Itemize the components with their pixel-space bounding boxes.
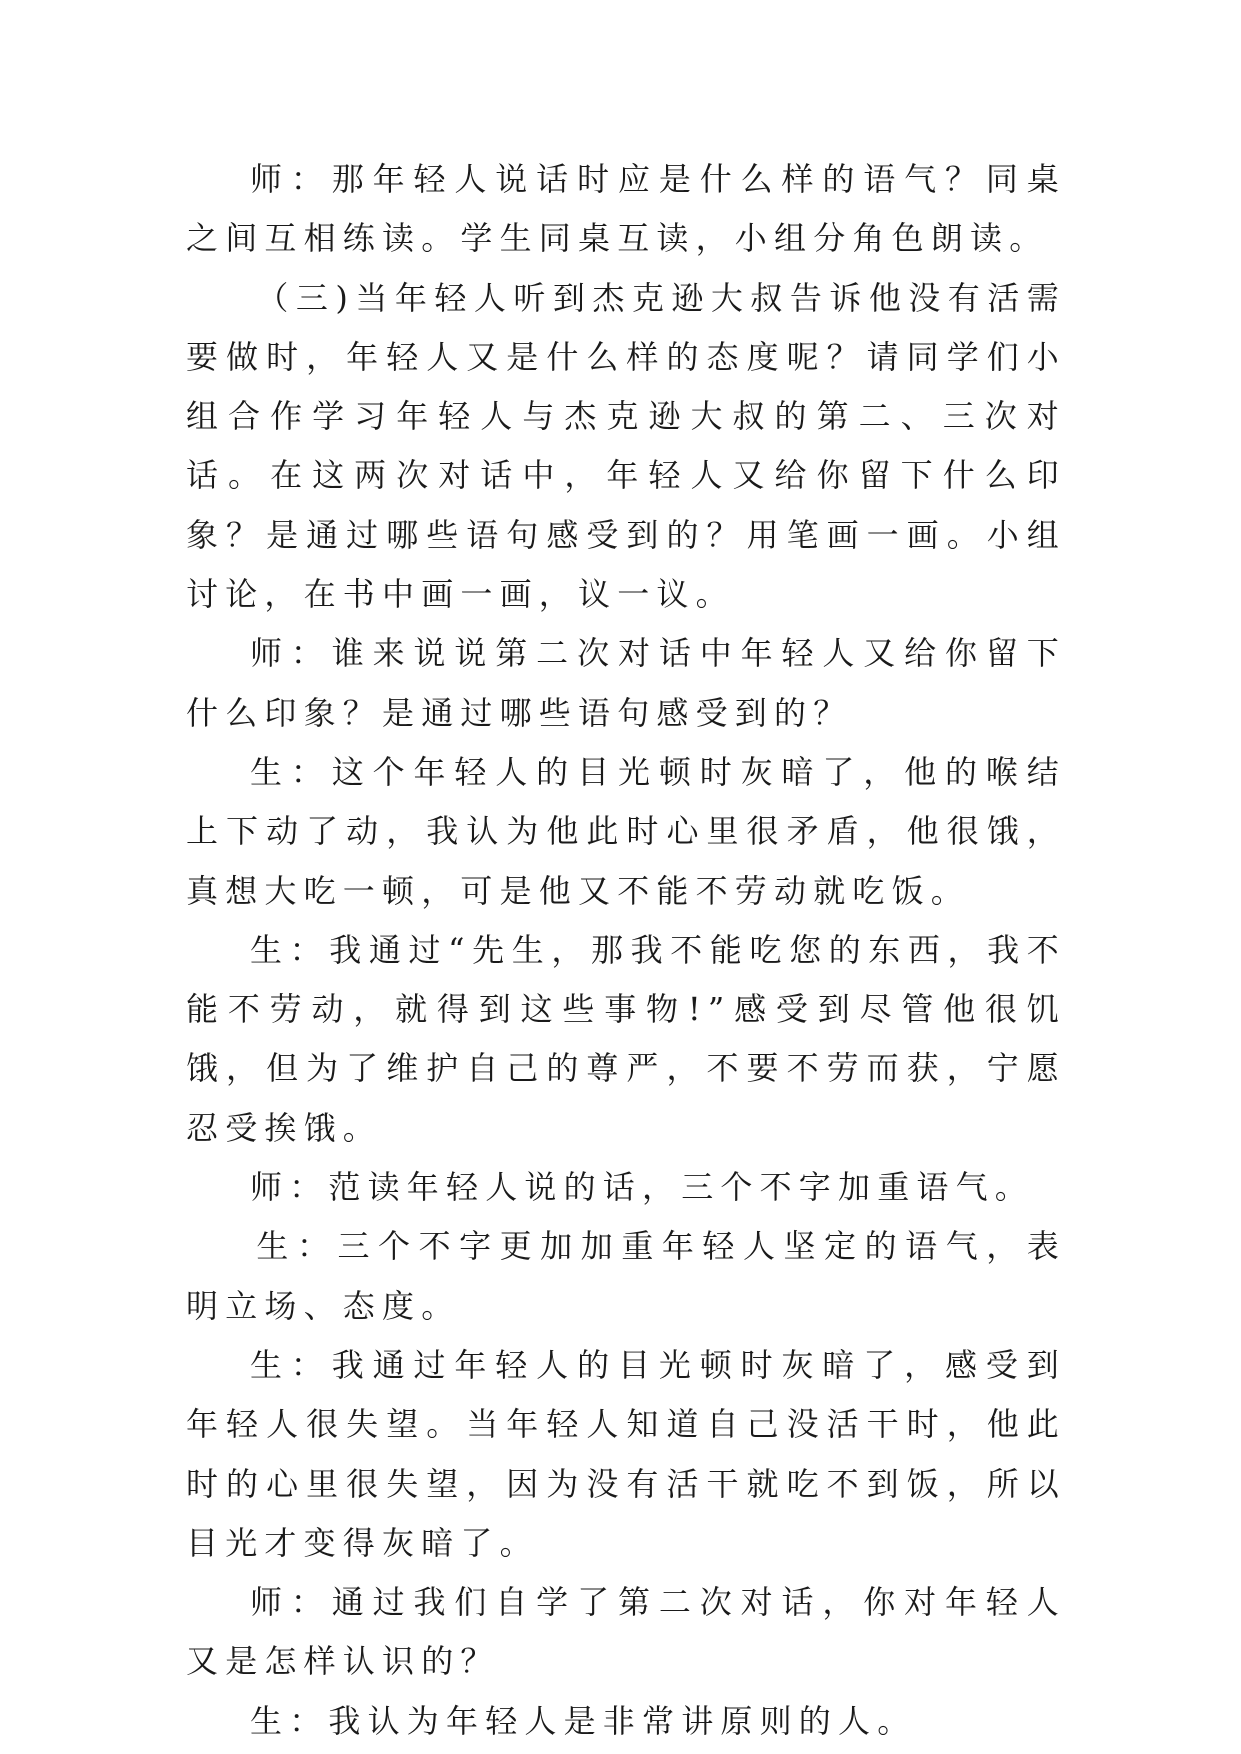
paragraph-section-three: （三)当年轻人听到杰克逊大叔告诉他没有活需要做时，年轻人又是什么样的态度呢？请同学们小组合作学习年轻人与杰克逊大叔的第二、三次对话。在这两次对话中，年轻人又给你留下什么印象？是通过哪些语句感受到的？用笔画一画。小组讨论，在书中画一画，议一议。 xyxy=(186,278,1066,614)
paragraph-student-tone: 生：三个不字更加加重年轻人坚定的语气，表明立场、态度。 xyxy=(186,1227,1066,1325)
paragraph-teacher-reading: 师：范读年轻人说的话，三个不字加重语气。 xyxy=(250,1168,1035,1207)
paragraph-student-disappointed: 生：我通过年轻人的目光顿时灰暗了，感受到年轻人很失望。当年轻人知道自己没活干时，他此时的心里很失望，因为没有活干就吃不到饭，所以目光才变得灰暗了。 xyxy=(186,1345,1066,1562)
document-body xyxy=(186,150,1066,1751)
paragraph-teacher-question: 师：谁来说说第二次对话中年轻人又给你留下什么印象？是通过哪些语句感受到的？ xyxy=(186,634,1066,732)
paragraph-student-quote: 生：我通过“先生，那我不能吃您的东西，我不能不劳动，就得到这些事物!”感受到尽管他很饥饿，但为了维护自己的尊严，不要不劳而获，宁愿忍受挨饿。 xyxy=(186,930,1066,1147)
paragraph-student-gaze: 生：这个年轻人的目光顿时灰暗了，他的喉结上下动了动，我认为他此时心里很矛盾，他很饿，真想大吃一顿，可是他又不能不劳动就吃饭。 xyxy=(186,752,1066,910)
paragraph-student-principle: 生：我认为年轻人是非常讲原则的人。 xyxy=(250,1701,917,1740)
paragraph-teacher-summary: 师：通过我们自学了第二次对话，你对年轻人又是怎样认识的？ xyxy=(186,1583,1066,1681)
paragraph-teacher-tone: 师：那年轻人说话时应是什么样的语气？同桌之间互相练读。学生同桌互读，小组分角色朗读。 xyxy=(186,160,1066,258)
